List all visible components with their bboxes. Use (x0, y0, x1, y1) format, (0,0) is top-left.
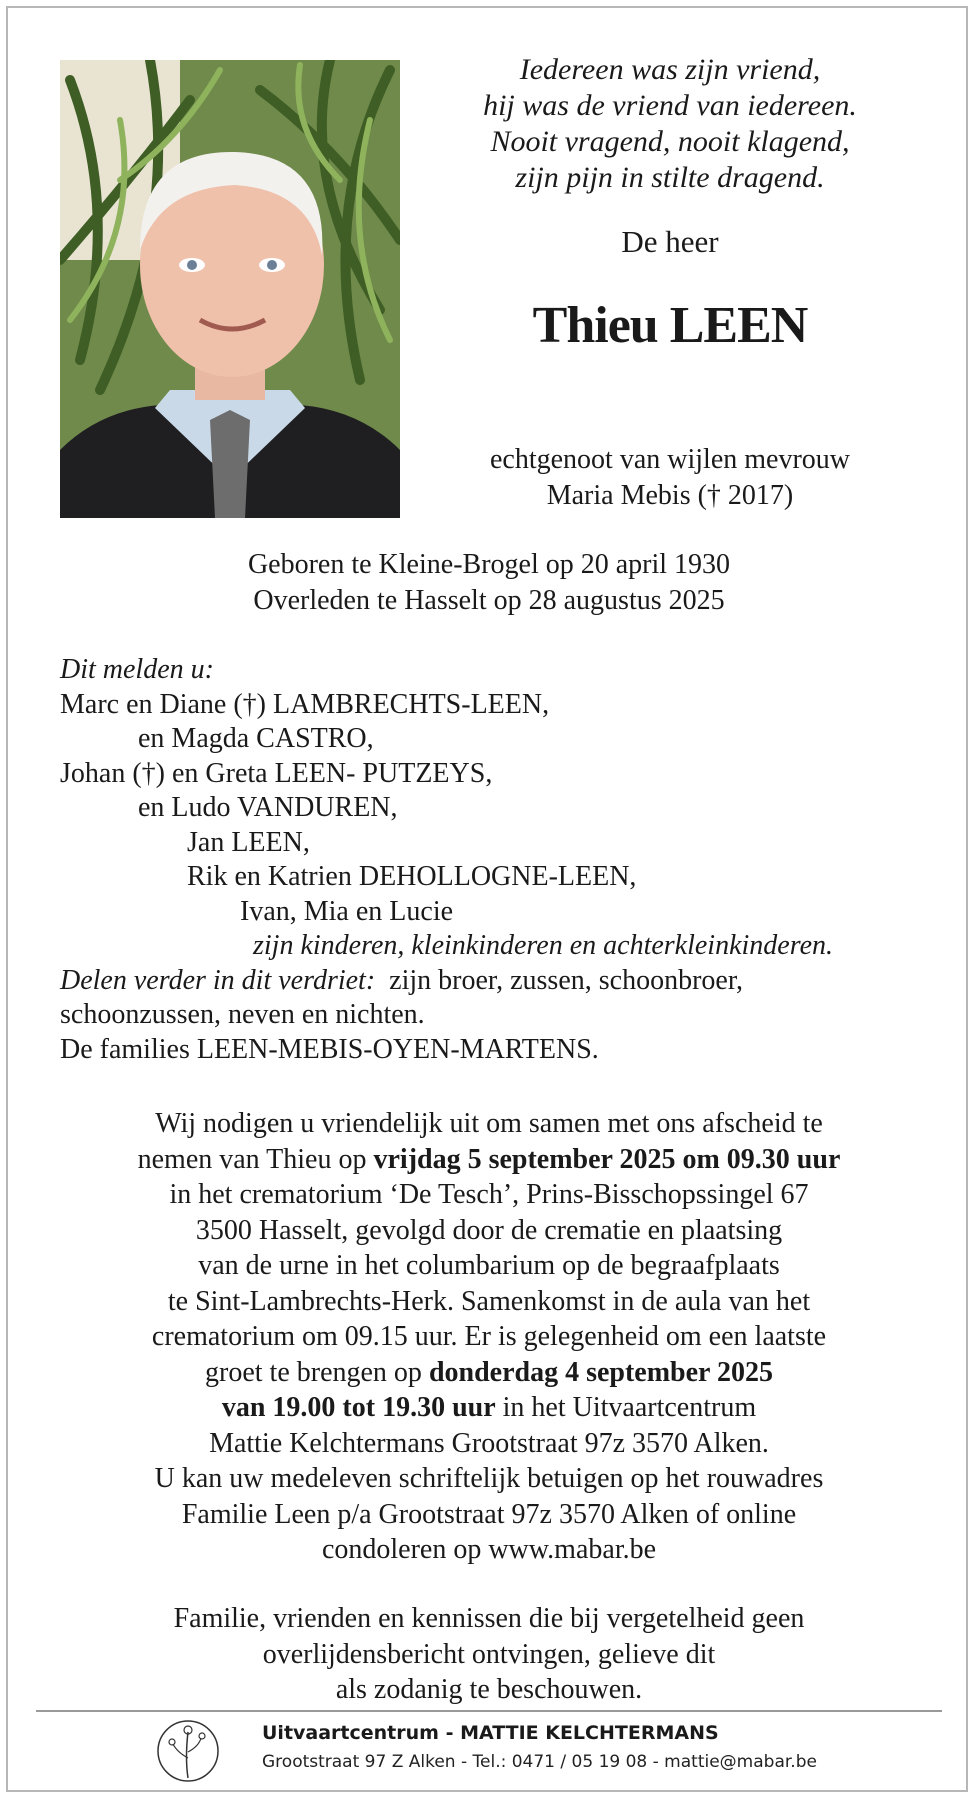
family-line: Rik en Katrien DEHOLLOGNE-LEEN, (187, 861, 637, 892)
poem-line: zijn pijn in stilte dragend. (515, 161, 825, 194)
poem (420, 52, 920, 196)
invite-line: Familie Leen p/a Grootstraat 97z 3570 Alken of online (181, 1498, 797, 1530)
funeral-home-contact: Grootstraat 97 Z Alken - Tel.: 0471 / 05 19 08 - mattie@mabar.be (262, 1752, 817, 1772)
invite-line: Wij nodigen u vriendelijk uit om samen met ons afscheid te (155, 1108, 823, 1139)
invite-line: te Sint-Lambrechts-Herk. Samenkomst in de aula van het (167, 1285, 811, 1317)
family-line: Jan LEEN, (187, 826, 310, 858)
share-label: Delen verder in dit verdriet: (60, 964, 376, 996)
closing-line: overlijdensbericht ontvingen, gelieve dit (262, 1638, 716, 1670)
invite-line: Mattie Kelchtermans Grootstraat 97z 3570 Alken. (209, 1427, 769, 1459)
closing-line: als zodanig te beschouwen. (335, 1674, 643, 1705)
footer-divider (36, 1710, 942, 1712)
funeral-home-name: Uitvaartcentrum - MATTIE KELCHTERMANS (262, 1722, 719, 1744)
invite-line (0, 1142, 978, 1178)
spouse-line: Maria Mebis († 2017) (546, 480, 794, 511)
family-line: en Magda CASTRO, (138, 723, 374, 754)
deceased-name: Thieu LEEN (532, 297, 808, 354)
invite-text: in het Uitvaartcentrum (495, 1392, 757, 1423)
spouse-line: echtgenoot van wijlen mevrouw (489, 444, 850, 475)
poem-line: Nooit vragend, nooit klagend, (490, 125, 850, 158)
invite-text: nemen van Thieu op (137, 1143, 374, 1175)
family-line: Johan (†) en Greta LEEN- PUTZEYS, (60, 757, 493, 789)
share-line (60, 964, 940, 999)
families-line: De families LEEN-MEBIS-OYEN-MARTENS. (60, 1033, 599, 1065)
life-dates (0, 547, 978, 619)
invite-line: condoleren op www.mabar.be (321, 1534, 657, 1565)
closing-line: Familie, vrienden en kennissen die bij vergetelheid geen (173, 1603, 805, 1634)
invite-line: 3500 Hasselt, gevolgd door de crematie en plaatsing (195, 1214, 783, 1246)
poem-line: hij was de vriend van iedereen. (483, 89, 857, 122)
poem-line: Iedereen was zijn vriend, (519, 53, 821, 86)
invite-line (0, 1355, 978, 1391)
flower-logo-icon (155, 1718, 221, 1784)
closing-note (0, 1601, 978, 1708)
invite-line: U kan uw medeleven schriftelijk betuigen op het rouwadres (154, 1463, 824, 1494)
invite-line: in het crematorium ‘De Tesch’, Prins-Bisschopssingel 67 (169, 1179, 809, 1210)
visitation-time: van 19.00 tot 19.30 uur (221, 1392, 496, 1423)
death-line: Overleden te Hasselt op 28 augustus 2025 (253, 585, 725, 616)
relation-line: zijn kinderen, kleinkinderen en achterkleinkinderen. (253, 930, 834, 961)
ceremony-invitation (0, 1106, 978, 1568)
share-line-2: schoonzussen, neven en nichten. (60, 999, 425, 1030)
announce-intro: Dit melden u: (60, 654, 214, 685)
invite-line (0, 1390, 978, 1426)
birth-line: Geboren te Kleine-Brogel op 20 april 1930 (247, 549, 731, 580)
portrait-photo (60, 60, 400, 518)
ceremony-datetime: vrijdag 5 september 2025 om 09.30 uur (373, 1143, 841, 1175)
family-announcement (60, 653, 940, 1067)
family-line: en Ludo VANDUREN, (138, 792, 398, 823)
spouse-info (420, 442, 920, 514)
invite-line: van de urne in het columbarium op de begraafplaats (198, 1250, 780, 1281)
honorific: De heer (621, 224, 719, 259)
invite-text: groet te brengen op (205, 1356, 429, 1388)
share-rest: zijn broer, zussen, schoonbroer, (389, 964, 744, 996)
invite-line: crematorium om 09.15 uur. Er is gelegenheid om een laatste (151, 1321, 827, 1352)
family-line: Marc en Diane (†) LAMBRECHTS-LEEN, (60, 688, 550, 720)
family-line: Ivan, Mia en Lucie (240, 895, 454, 927)
visitation-date: donderdag 4 september 2025 (428, 1356, 773, 1388)
